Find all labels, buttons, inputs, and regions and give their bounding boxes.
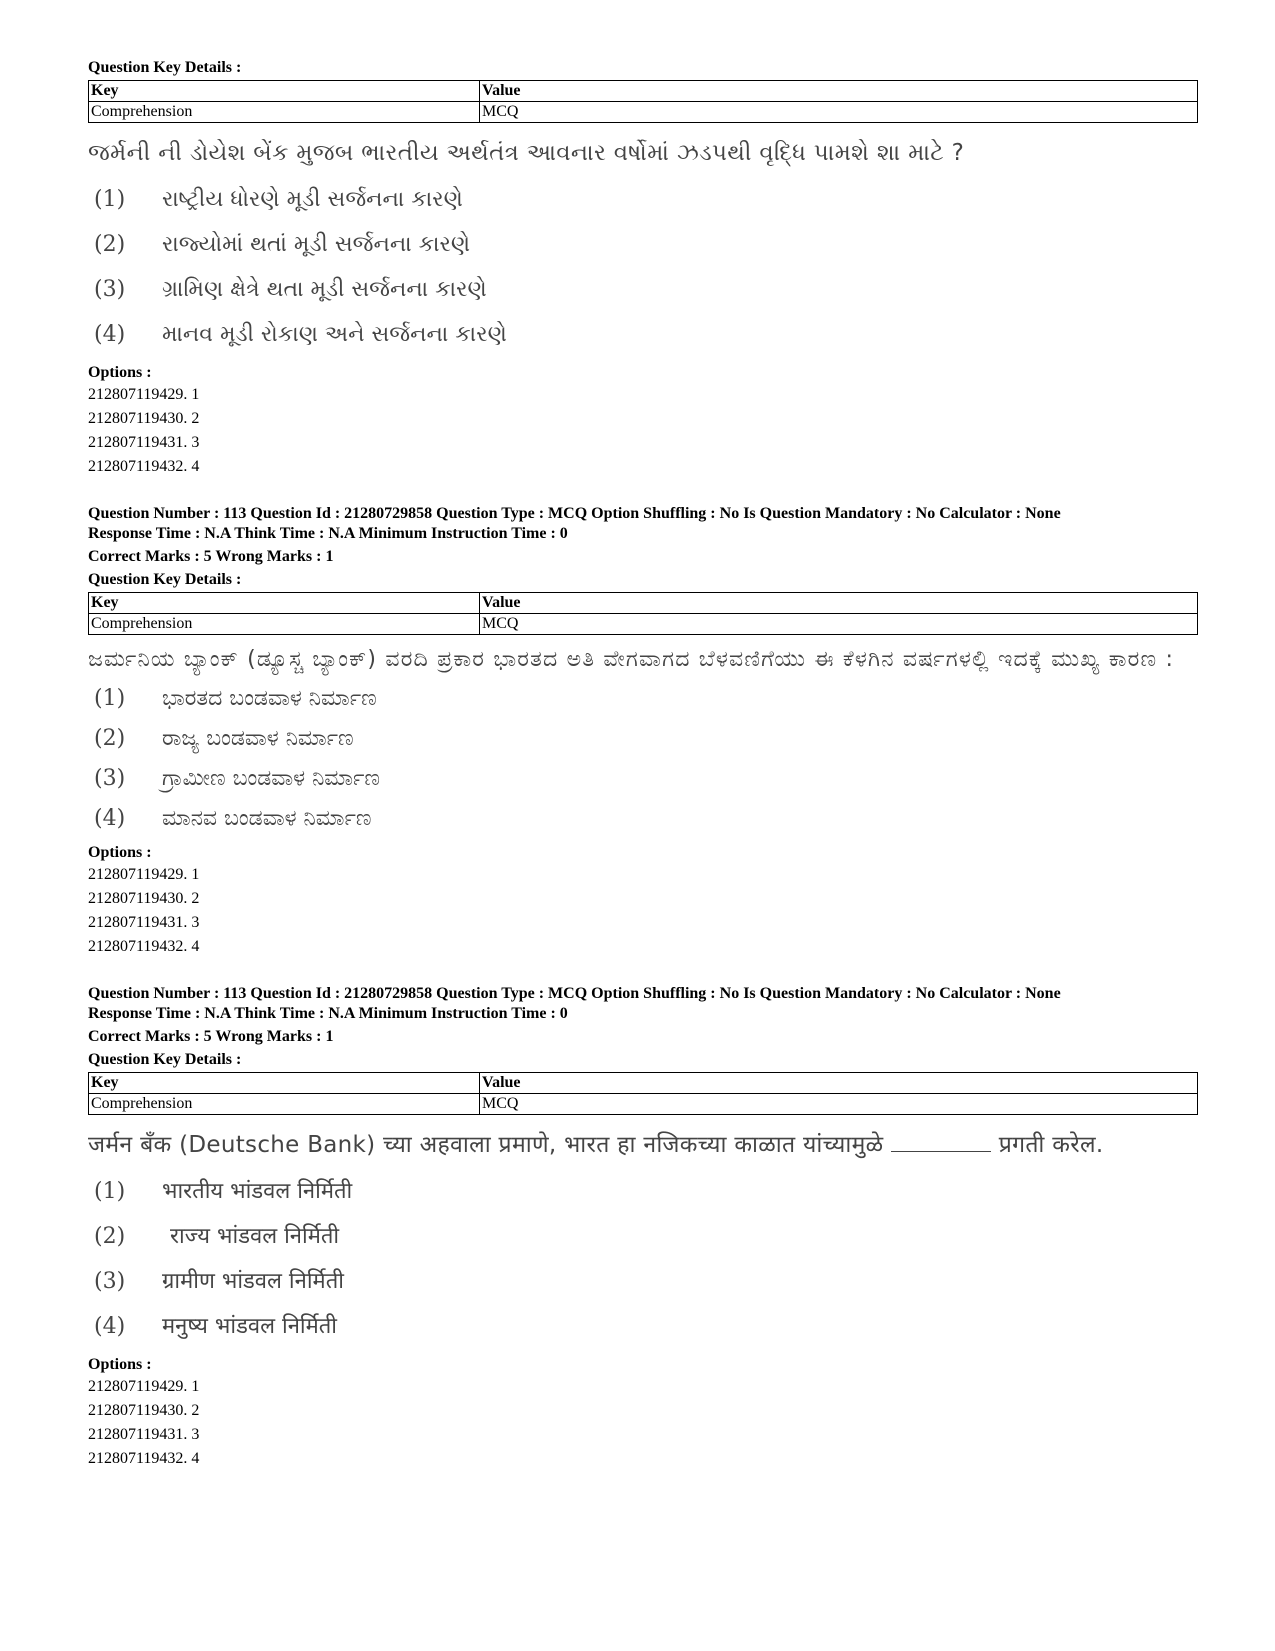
choice-number: (4) [94, 806, 126, 831]
question-text-before-blank: जर्मन बँक (Deutsche Bank) च्या अहवाला प्रमाणे, भारत हा नजिकच्या काळात यांच्यामुळे [88, 1132, 884, 1158]
choice-row [88, 685, 1198, 713]
question-image-text [88, 1129, 1198, 1341]
choice-row [88, 1223, 1198, 1251]
question-header-line-1: Question Number : 113 Question Id : 21280729858 Question Type : MCQ Option Shuffling : No Is Question Mandatory : No Calculator : None [88, 505, 1061, 522]
choice-number: (2) [94, 1224, 126, 1249]
choice-row [88, 1313, 1198, 1341]
choice-row [88, 805, 1198, 833]
table-header-key: Key [89, 1073, 480, 1094]
option-id: 212807119431. 3 [88, 1426, 200, 1443]
choice-row [88, 1178, 1198, 1206]
choice-number: (2) [94, 232, 126, 257]
option-id: 212807119429. 1 [88, 866, 200, 883]
choice-text: માનવ મૂડી રોકાણ અને સર્જનના કારણે [162, 322, 507, 347]
choice-text: ರಾಜ್ಯ ಬಂಡವಾಳ ನಿರ್ಮಾಣ [162, 726, 354, 751]
table-header-key: Key [89, 81, 480, 102]
choice-text: भारतीय भांडवल निर्मिती [162, 1179, 353, 1204]
option-id: 212807119432. 4 [88, 938, 200, 955]
key-details-label: Question Key Details : [88, 1051, 242, 1068]
question-header-line-1: Question Number : 113 Question Id : 21280729858 Question Type : MCQ Option Shuffling : No Is Question Mandatory : No Calculator : None [88, 985, 1061, 1002]
choice-text: ग्रामीण भांडवल निर्मिती [162, 1269, 344, 1294]
option-id: 212807119432. 4 [88, 458, 200, 475]
question-text [88, 1129, 1198, 1161]
table-header-value: Value [480, 81, 1198, 102]
choice-text: ಮಾನವ ಬಂಡವಾಳ ನಿರ್ಮಾಣ [162, 806, 372, 831]
choice-text: मनुष्य भांडवल निर्मिती [162, 1314, 338, 1339]
question-block-marathi [88, 984, 1198, 1471]
choice-row [88, 276, 1198, 304]
options-label: Options : [88, 364, 152, 381]
choice-row [88, 321, 1198, 349]
option-id: 212807119430. 2 [88, 890, 200, 907]
choice-text: રાષ્ટ્રીય ધોરણે મૂડી સર્જનના કારણે [162, 187, 463, 212]
key-details-label: Question Key Details : [88, 571, 242, 588]
question-header-line-2: Response Time : N.A Think Time : N.A Minimum Instruction Time : 0 [88, 1005, 568, 1022]
table-cell-key: Comprehension [89, 614, 480, 635]
choice-text: राज्य भांडवल निर्मिती [170, 1224, 340, 1249]
choice-number: (3) [94, 766, 126, 791]
table-header-value: Value [480, 593, 1198, 614]
option-id: 212807119429. 1 [88, 1378, 200, 1395]
choice-text: ગ્રામિણ ક્ષેત્રે થતા મૂડી સર્જનના કારણે [162, 277, 487, 302]
option-id: 212807119432. 4 [88, 1450, 200, 1467]
marks-line: Correct Marks : 5 Wrong Marks : 1 [88, 548, 334, 565]
question-text: ಜರ್ಮನಿಯ ಬ್ಯಾಂಕ್ (ಡ್ಯೂಸ್ಚ ಬ್ಯಾಂಕ್) ವರದಿ ಪ್ರಕಾರ ಭಾರತದ ಅತಿ ವೇಗವಾಗದ ಬೆಳವಣಿಗೆಯು ಈ ಕೆಳಗಿನ ವರ್ಷಗಳಲ್ಲಿ ಇದಕ್ಕೆ ಮುಖ್ಯ ಕಾರಣ : [88, 647, 1175, 672]
answer-blank [891, 1151, 991, 1152]
option-id: 212807119431. 3 [88, 434, 200, 451]
choice-number: (1) [94, 1179, 126, 1204]
option-id: 212807119429. 1 [88, 386, 200, 403]
table-cell-value: MCQ [480, 1094, 1198, 1115]
choice-number: (4) [94, 322, 126, 347]
table-header-key: Key [89, 593, 480, 614]
choice-row [88, 725, 1198, 753]
choice-row [88, 1268, 1198, 1296]
choice-number: (1) [94, 187, 126, 212]
table-header-value: Value [480, 1073, 1198, 1094]
question-text-after-blank: प्रगती करेल. [998, 1132, 1104, 1158]
question-key-table [88, 1072, 1198, 1115]
table-cell-value: MCQ [480, 614, 1198, 635]
question-header-line-2: Response Time : N.A Think Time : N.A Minimum Instruction Time : 0 [88, 525, 568, 542]
question-block-gujarati [88, 58, 1198, 479]
choice-row [88, 765, 1198, 793]
choice-text: રાજ્યોમાં થતાં મૂડી સર્જનના કારણે [162, 232, 471, 257]
table-cell-key: Comprehension [89, 1094, 480, 1115]
options-label: Options : [88, 844, 152, 861]
question-key-table [88, 592, 1198, 635]
option-id: 212807119430. 2 [88, 1402, 200, 1419]
choice-row [88, 231, 1198, 259]
choice-number: (2) [94, 726, 126, 751]
choice-number: (3) [94, 1269, 126, 1294]
table-cell-key: Comprehension [89, 102, 480, 123]
choice-text: ಭಾರತದ ಬಂಡವಾಳ ನಿರ್ಮಾಣ [162, 686, 377, 711]
choice-row [88, 186, 1198, 214]
table-cell-value: MCQ [480, 102, 1198, 123]
question-key-table [88, 80, 1198, 123]
question-text: જર્મની ની ડોયેશ બેંક મુજબ ભારતીય અર્થતંત્ર આવનાર વર્ષોમાં ઝડપથી વૃદ્ધિ પામશે શા માટે ? [88, 140, 965, 166]
question-block-kannada [88, 504, 1198, 959]
options-label: Options : [88, 1356, 152, 1373]
document-page [88, 58, 1198, 1471]
choice-number: (4) [94, 1314, 126, 1339]
marks-line: Correct Marks : 5 Wrong Marks : 1 [88, 1028, 334, 1045]
choice-text: ಗ್ರಾಮೀಣ ಬಂಡವಾಳ ನಿರ್ಮಾಣ [162, 766, 380, 791]
question-image-text [88, 643, 1198, 833]
option-id: 212807119431. 3 [88, 914, 200, 931]
question-image-text [88, 137, 1198, 349]
choice-number: (1) [94, 686, 126, 711]
option-id: 212807119430. 2 [88, 410, 200, 427]
key-details-label: Question Key Details : [88, 59, 242, 76]
choice-number: (3) [94, 277, 126, 302]
